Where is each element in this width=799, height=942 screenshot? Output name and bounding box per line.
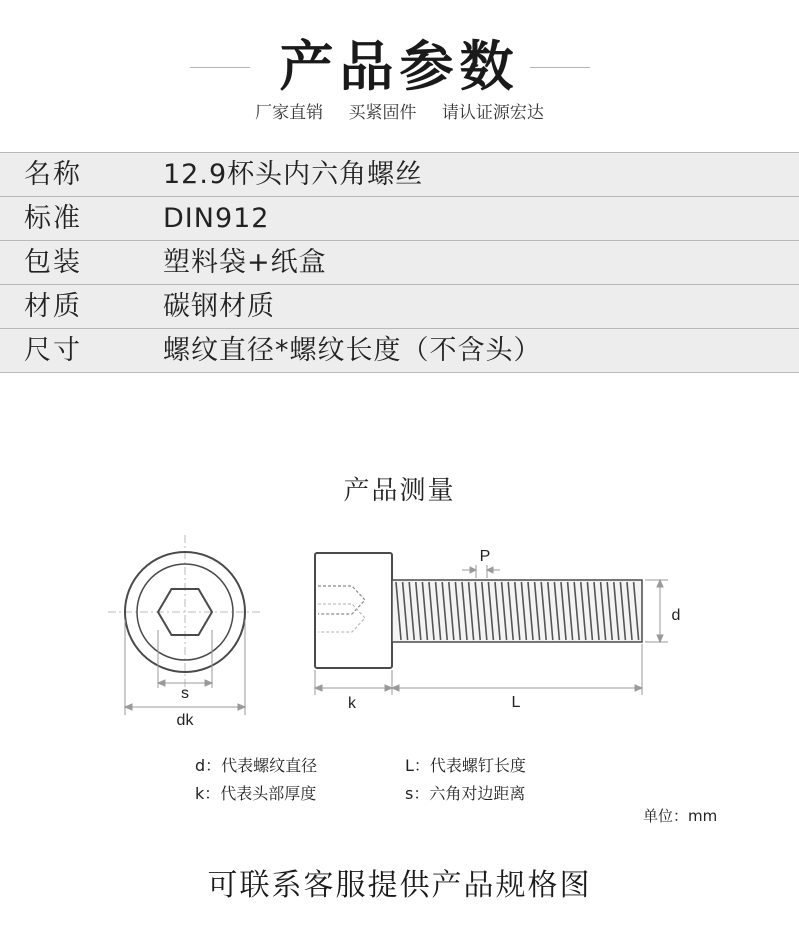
- head-end-view: [108, 535, 262, 695]
- spec-row-name: [0, 152, 799, 196]
- k-label: k: [348, 695, 356, 712]
- thread-shank: [392, 580, 642, 642]
- subtitle-part-2: 买紧固件: [348, 103, 417, 123]
- spec-row-standard: [0, 196, 799, 240]
- legend-item-l: L：代表螺钉长度: [405, 756, 526, 775]
- d-label: d: [671, 607, 681, 624]
- measurement-title: 产品测量: [343, 476, 456, 506]
- spec-value: 碳钢材质: [118, 285, 799, 328]
- spec-value: 螺纹直径*螺纹长度（不含头）: [118, 329, 799, 372]
- s-label: s: [181, 685, 189, 702]
- spec-row-size: [0, 328, 799, 373]
- d-dimension: [645, 580, 668, 642]
- legend-right: [405, 752, 526, 808]
- socket-hidden-line: [318, 604, 365, 632]
- legend-left: [195, 752, 317, 808]
- spec-key: 材质: [0, 285, 118, 328]
- unit-label: 单位：mm: [643, 807, 718, 825]
- spec-key: 标准: [0, 197, 118, 240]
- bolt-diagram: [0, 530, 799, 730]
- spec-value: 12.9杯头内六角螺丝: [118, 153, 799, 196]
- head-side-view: [315, 553, 392, 668]
- subtitle: [0, 98, 799, 123]
- p-dimension: [462, 565, 500, 578]
- page-header: [0, 0, 799, 150]
- dk-label: dk: [176, 712, 194, 729]
- spec-value: 塑料袋+纸盒: [118, 241, 799, 284]
- spec-table: [0, 152, 799, 373]
- legend-item-k: k：代表头部厚度: [195, 784, 317, 803]
- spec-key: 包装: [0, 241, 118, 284]
- spec-row-material: [0, 284, 799, 328]
- spec-value: DIN912: [118, 197, 799, 240]
- title-divider-right: [530, 67, 590, 68]
- spec-key: 尺寸: [0, 329, 118, 372]
- page-title: 产品参数: [279, 35, 520, 98]
- subtitle-part-3: 请认证源宏达: [441, 103, 544, 123]
- legend-item-s: s：六角对边距离: [405, 784, 526, 803]
- p-label: P: [479, 548, 491, 565]
- subtitle-part-1: 厂家直销: [255, 103, 324, 123]
- l-label: L: [511, 694, 521, 711]
- spec-key: 名称: [0, 153, 118, 196]
- footer-note: 可联系客服提供产品规格图: [207, 868, 592, 903]
- legend-item-d: d：代表螺纹直径: [195, 756, 318, 775]
- k-l-dimension: [315, 644, 642, 695]
- spec-row-packaging: [0, 240, 799, 284]
